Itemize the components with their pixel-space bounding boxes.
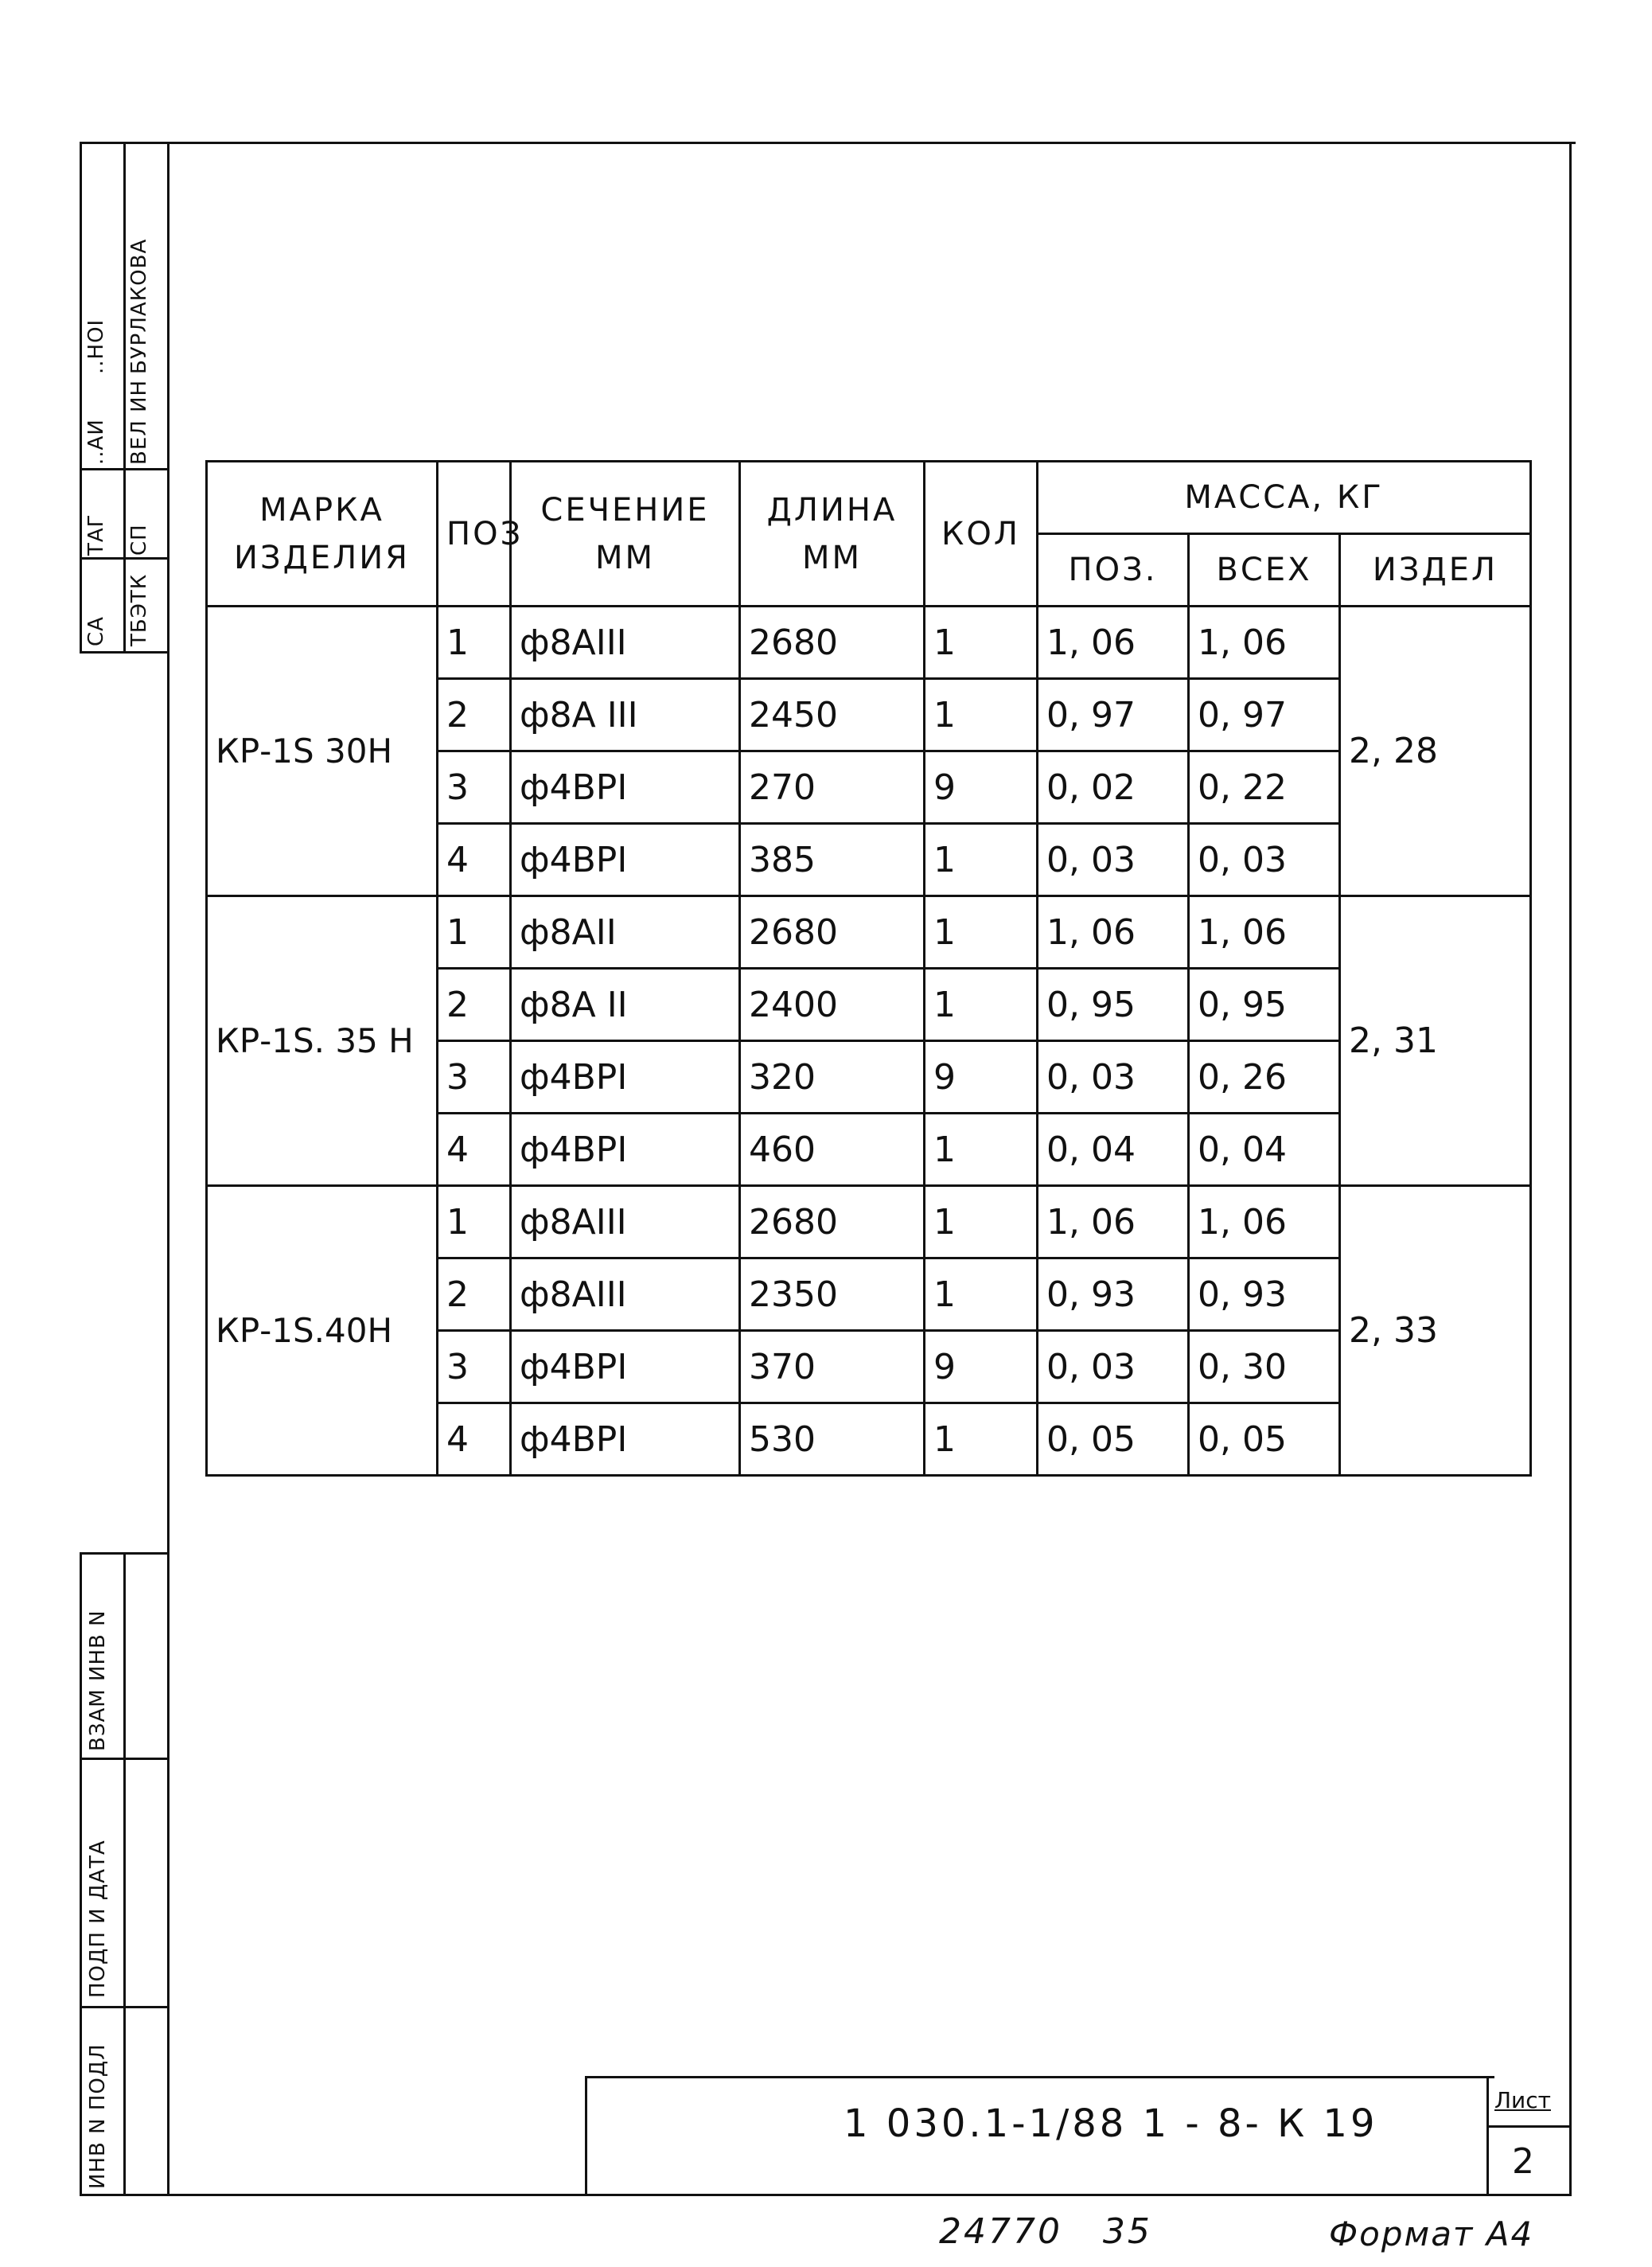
cell-pos: 1 bbox=[438, 896, 511, 969]
cell-qty: 1 bbox=[925, 1114, 1038, 1186]
cell-pos: 1 bbox=[438, 1186, 511, 1258]
cell-qty: 1 bbox=[925, 1403, 1038, 1476]
title-block-sheet-sep bbox=[1486, 2125, 1571, 2128]
cell-qty: 9 bbox=[925, 1041, 1038, 1114]
cell-section: ф4ВРI bbox=[511, 751, 740, 824]
col-header-mark: МАРКА ИЗДЕЛИЯ bbox=[207, 462, 438, 607]
cell-mass-item: 2, 31 bbox=[1340, 896, 1531, 1186]
stamp-bottom-col1 bbox=[80, 1552, 82, 2194]
col-header-section: СЕЧЕНИЕ ММ bbox=[511, 462, 740, 607]
cell-section: ф4ВРI bbox=[511, 824, 740, 896]
cell-qty: 1 bbox=[925, 607, 1038, 679]
stamp-label-podp-data: ПОДП И ДАТА bbox=[86, 1840, 110, 1998]
cell-mass-all: 0, 05 bbox=[1189, 1403, 1340, 1476]
stamp-top-edge bbox=[80, 142, 169, 144]
cell-length: 370 bbox=[740, 1331, 925, 1403]
cell-pos: 4 bbox=[438, 824, 511, 896]
stamp-label-vel-in: ВЕЛ ИН bbox=[127, 379, 151, 465]
cell-mass-item: 2, 33 bbox=[1340, 1186, 1531, 1476]
cell-mass-all: 1, 06 bbox=[1189, 607, 1340, 679]
cell-mass-pos: 0, 95 bbox=[1038, 969, 1189, 1041]
col-header-length: ДЛИНА ММ bbox=[740, 462, 925, 607]
sheet-number: 2 bbox=[1512, 2141, 1534, 2182]
stamp-label-inv-podl: ИНВ N ПОДЛ bbox=[86, 2043, 110, 2189]
cell-length: 385 bbox=[740, 824, 925, 896]
stamp-top-sep2 bbox=[80, 557, 169, 560]
cell-mass-all: 0, 03 bbox=[1189, 824, 1340, 896]
cell-pos: 3 bbox=[438, 1041, 511, 1114]
col-header-pos: ПОЗ bbox=[438, 462, 511, 607]
cell-section: ф4ВРI bbox=[511, 1403, 740, 1476]
paper-format: Формат А4 bbox=[1329, 2214, 1534, 2253]
cell-section: ф8А III bbox=[511, 679, 740, 751]
stamp-bottom-sep2 bbox=[80, 2006, 169, 2008]
cell-mass-pos: 0, 02 bbox=[1038, 751, 1189, 824]
cell-mass-pos: 0, 03 bbox=[1038, 824, 1189, 896]
cell-pos: 4 bbox=[438, 1114, 511, 1186]
cell-section: ф4ВРI bbox=[511, 1041, 740, 1114]
cell-pos: 3 bbox=[438, 751, 511, 824]
cell-mass-pos: 0, 03 bbox=[1038, 1041, 1189, 1114]
item-mark: КР-1S. 35 Н bbox=[207, 896, 438, 1186]
document-code: 1 030.1-1/88 1 - 8- К 19 bbox=[844, 2101, 1378, 2146]
cell-pos: 2 bbox=[438, 1258, 511, 1331]
cell-mass-all: 0, 95 bbox=[1189, 969, 1340, 1041]
cell-length: 530 bbox=[740, 1403, 925, 1476]
cell-qty: 1 bbox=[925, 1186, 1038, 1258]
cell-section: ф4ВРI bbox=[511, 1331, 740, 1403]
cell-mass-all: 1, 06 bbox=[1189, 1186, 1340, 1258]
cell-section: ф4ВРI bbox=[511, 1114, 740, 1186]
stamp-label-vzam-inv: ВЗАМ ИНВ N bbox=[86, 1610, 110, 1751]
cell-pos: 1 bbox=[438, 607, 511, 679]
header-row bbox=[207, 462, 1531, 534]
cell-mass-pos: 0, 97 bbox=[1038, 679, 1189, 751]
cell-length: 460 bbox=[740, 1114, 925, 1186]
cell-section: ф8А II bbox=[511, 969, 740, 1041]
item-mark: КР-1S.40Н bbox=[207, 1186, 438, 1476]
frame-right bbox=[1569, 142, 1572, 2195]
table-row bbox=[207, 607, 1531, 679]
table-row bbox=[207, 1186, 1531, 1258]
stamp-bottom-top bbox=[80, 1552, 169, 1555]
cell-pos: 3 bbox=[438, 1331, 511, 1403]
cell-section: ф8АIII bbox=[511, 1258, 740, 1331]
cell-length: 2400 bbox=[740, 969, 925, 1041]
cell-mass-pos: 0, 93 bbox=[1038, 1258, 1189, 1331]
stamp-label-tag: ТАГ bbox=[84, 513, 108, 556]
item-mark: КР-1S 30Н bbox=[207, 607, 438, 896]
cell-qty: 1 bbox=[925, 679, 1038, 751]
cell-qty: 9 bbox=[925, 751, 1038, 824]
stamp-top-sep1 bbox=[80, 468, 169, 470]
stamp-label-sp: СП bbox=[127, 524, 151, 556]
table-row bbox=[207, 896, 1531, 969]
cell-mass-all: 0, 97 bbox=[1189, 679, 1340, 751]
cell-length: 2350 bbox=[740, 1258, 925, 1331]
frame-top bbox=[167, 142, 1576, 144]
stamp-top-end bbox=[80, 651, 169, 654]
col-header-mass-item: ИЗДЕЛ bbox=[1340, 534, 1531, 607]
cell-mass-pos: 1, 06 bbox=[1038, 1186, 1189, 1258]
cell-length: 2450 bbox=[740, 679, 925, 751]
cell-length: 2680 bbox=[740, 607, 925, 679]
cell-qty: 1 bbox=[925, 1258, 1038, 1331]
cell-length: 270 bbox=[740, 751, 925, 824]
title-block-sheet-divider bbox=[1486, 2076, 1489, 2194]
cell-qty: 1 bbox=[925, 969, 1038, 1041]
cell-mass-pos: 0, 05 bbox=[1038, 1403, 1189, 1476]
cell-mass-all: 0, 04 bbox=[1189, 1114, 1340, 1186]
col-header-mass-all: ВСЕХ bbox=[1189, 534, 1340, 607]
sheet-label: Лист bbox=[1494, 2087, 1551, 2113]
cell-mass-all: 1, 06 bbox=[1189, 896, 1340, 969]
cell-qty: 1 bbox=[925, 824, 1038, 896]
cell-pos: 2 bbox=[438, 679, 511, 751]
archive-number: 24770 35 bbox=[939, 2211, 1152, 2252]
stamp-label-burlakova: БУРЛАКОВА bbox=[127, 238, 151, 374]
cell-qty: 9 bbox=[925, 1331, 1038, 1403]
frame-left bbox=[167, 142, 169, 2195]
stamp-top-col2 bbox=[123, 142, 126, 651]
stamp-bottom-sep1 bbox=[80, 1758, 169, 1760]
cell-mass-all: 0, 22 bbox=[1189, 751, 1340, 824]
cell-length: 2680 bbox=[740, 896, 925, 969]
cell-mass-pos: 0, 04 bbox=[1038, 1114, 1189, 1186]
stamp-bottom-col2 bbox=[123, 1552, 126, 2194]
cell-mass-item: 2, 28 bbox=[1340, 607, 1531, 896]
col-header-mass: МАССА, КГ bbox=[1038, 462, 1531, 534]
cell-pos: 4 bbox=[438, 1403, 511, 1476]
stamp-top-col1 bbox=[80, 142, 82, 651]
cell-section: ф8АIII bbox=[511, 607, 740, 679]
cell-length: 2680 bbox=[740, 1186, 925, 1258]
cell-mass-pos: 1, 06 bbox=[1038, 896, 1189, 969]
stamp-label-noi: ..НОI bbox=[84, 318, 108, 374]
stamp-label-tbetk: ТБЭТК bbox=[127, 573, 151, 646]
cell-mass-all: 0, 26 bbox=[1189, 1041, 1340, 1114]
cell-mass-all: 0, 93 bbox=[1189, 1258, 1340, 1331]
cell-mass-pos: 1, 06 bbox=[1038, 607, 1189, 679]
cell-section: ф8АIII bbox=[511, 1186, 740, 1258]
col-header-mass-pos: ПОЗ. bbox=[1038, 534, 1189, 607]
col-header-qty: КОЛ bbox=[925, 462, 1038, 607]
cell-section: ф8АII bbox=[511, 896, 740, 969]
specification-table bbox=[205, 460, 1532, 1477]
stamp-label-ai: ..АИ bbox=[84, 419, 108, 465]
cell-length: 320 bbox=[740, 1041, 925, 1114]
cell-qty: 1 bbox=[925, 896, 1038, 969]
cell-pos: 2 bbox=[438, 969, 511, 1041]
stamp-label-sa: СА bbox=[84, 616, 108, 646]
cell-mass-all: 0, 30 bbox=[1189, 1331, 1340, 1403]
cell-mass-pos: 0, 03 bbox=[1038, 1331, 1189, 1403]
